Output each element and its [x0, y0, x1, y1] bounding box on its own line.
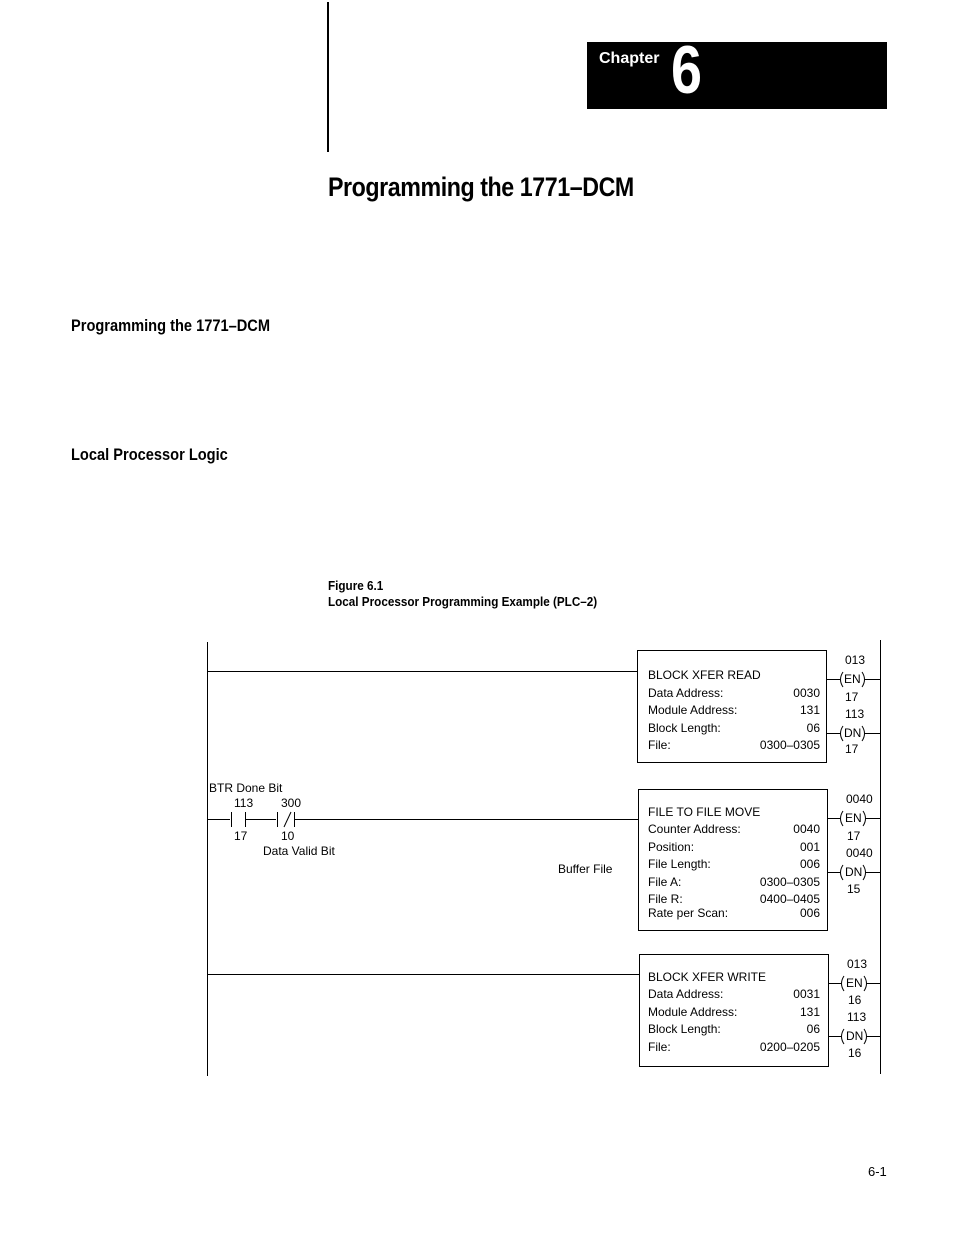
examine-off-contact: [278, 812, 295, 827]
figure-number: Figure 6.1: [328, 578, 384, 593]
coil-left-paren: [841, 726, 844, 741]
block-row-label: Position:: [648, 840, 695, 854]
block-row-value: 0031: [793, 987, 820, 1001]
block-row-label: File:: [648, 1040, 671, 1054]
coil-left-paren: [842, 976, 845, 991]
block-row-label: File A:: [648, 875, 682, 889]
coil-bit: 16: [848, 1046, 862, 1060]
contact-bit: 10: [281, 829, 295, 843]
coil-label: EN: [845, 811, 862, 825]
coil-label: EN: [844, 672, 861, 686]
input-group-label: BTR Done Bit: [209, 781, 283, 795]
coil-label: DN: [846, 1029, 864, 1043]
rung-3: [208, 955, 880, 1067]
coil-label: DN: [844, 726, 862, 740]
rung-1: [208, 651, 880, 763]
block-row-value: 006: [799, 906, 820, 920]
block-row-value: 0400–0405: [759, 892, 820, 906]
coil-address: 113: [845, 707, 865, 721]
block-row-label: File R:: [648, 892, 683, 906]
block-row-value: 0300–0305: [759, 738, 820, 752]
section-heading-programming: Programming the 1771–DCM: [71, 316, 271, 335]
contact-address: 300: [281, 796, 302, 810]
coil-right-paren: [864, 976, 867, 991]
block-row-label: File:: [648, 738, 671, 752]
coil-bit: 15: [847, 882, 861, 896]
coil-address: 0040: [846, 846, 873, 860]
block-title: FILE TO FILE MOVE: [648, 805, 761, 819]
block-row-label: Block Length:: [648, 1022, 721, 1036]
block-row-value: 06: [806, 1022, 820, 1036]
block-row-value: 0030: [793, 686, 820, 700]
block-row-label: Module Address:: [648, 1005, 738, 1019]
chapter-label: Chapter: [599, 50, 660, 67]
block-row-label: Data Address:: [648, 987, 724, 1001]
block-row-label: Counter Address:: [648, 822, 741, 836]
coil-right-paren: [862, 726, 865, 741]
block-row-value: 131: [799, 703, 820, 717]
block-row-label: Block Length:: [648, 721, 721, 735]
coil-bit: 17: [845, 742, 859, 756]
block-row-label: File Length:: [648, 857, 711, 871]
coil-left-paren: [841, 672, 844, 687]
coil-label: EN: [846, 976, 863, 990]
contact-bit: 17: [234, 829, 248, 843]
rung-2: [208, 781, 880, 931]
coil-label: DN: [845, 865, 863, 879]
block-row-value: 001: [799, 840, 820, 854]
block-row-label: Module Address:: [648, 703, 738, 717]
page-number: 6-1: [868, 1164, 887, 1179]
coil-address: 113: [847, 1010, 867, 1024]
examine-on-contact: [232, 812, 246, 827]
buffer-file-label: Buffer File: [558, 862, 613, 876]
coil-right-paren: [863, 865, 866, 880]
coil-left-paren: [842, 1029, 845, 1044]
coil-address: 0040: [846, 792, 873, 806]
block-row-value: 0200–0205: [759, 1040, 820, 1054]
coil-bit: 17: [845, 690, 859, 704]
coil-left-paren: [841, 865, 844, 880]
coil-bit: 17: [847, 829, 861, 843]
figure-title: Local Processor Programming Example (PLC–2): [328, 594, 598, 609]
coil-address: 013: [845, 653, 866, 667]
coil-left-paren: [841, 811, 844, 826]
contact-address: 113: [234, 796, 254, 810]
block-row-label: Data Address:: [648, 686, 724, 700]
coil-right-paren: [864, 1029, 867, 1044]
coil-bit: 16: [848, 993, 862, 1007]
section-heading-local-processor-logic: Local Processor Logic: [71, 445, 228, 464]
block-title: BLOCK XFER WRITE: [648, 970, 767, 984]
coil-address: 013: [847, 957, 868, 971]
coil-right-paren: [863, 811, 866, 826]
coil-right-paren: [862, 672, 865, 687]
block-row-value: 131: [799, 1005, 820, 1019]
chapter-number: 6: [671, 32, 703, 108]
block-row-value: 0040: [793, 822, 820, 836]
block-row-value: 006: [799, 857, 820, 871]
block-row-label: Rate per Scan:: [648, 906, 729, 920]
block-row-value: 06: [806, 721, 820, 735]
contact-label: Data Valid Bit: [263, 844, 335, 858]
page-title: Programming the 1771–DCM: [328, 172, 634, 202]
block-row-value: 0300–0305: [759, 875, 820, 889]
block-title: BLOCK XFER READ: [648, 668, 761, 682]
